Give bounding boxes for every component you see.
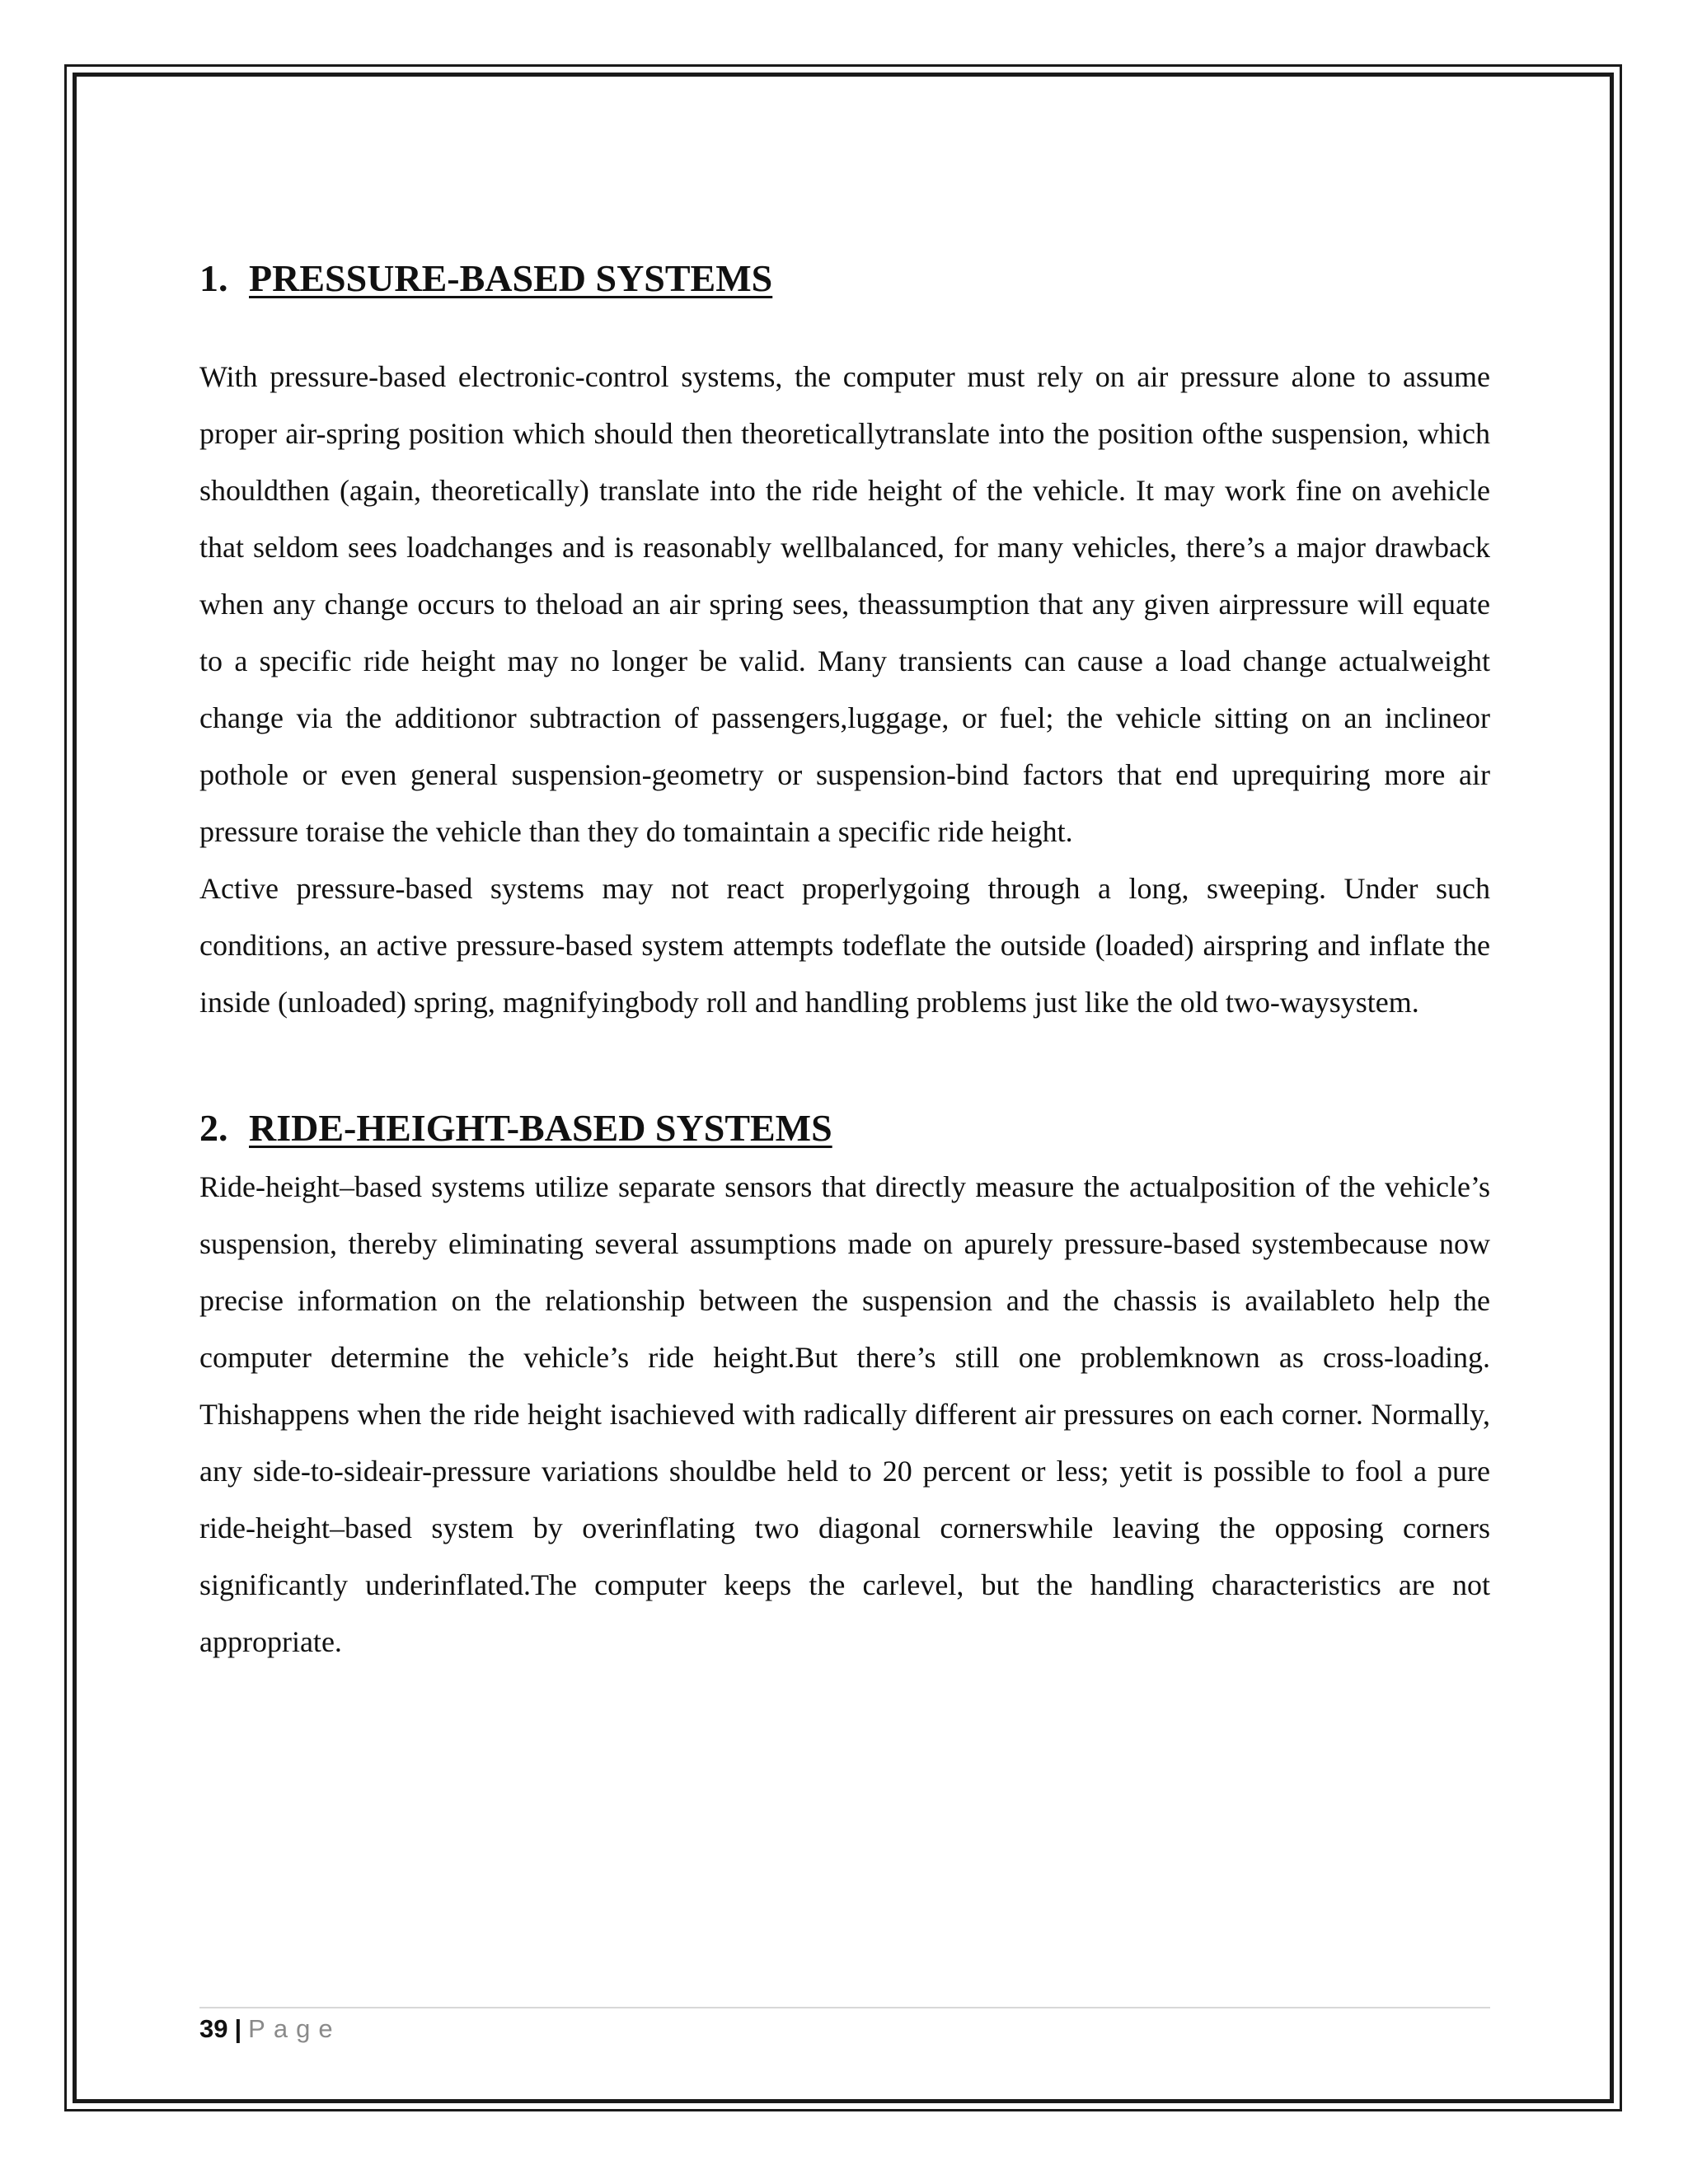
section-heading-pressure-based bbox=[199, 255, 1490, 301]
page-footer bbox=[199, 2013, 341, 2046]
page-number: 39 bbox=[199, 2014, 228, 2043]
section-title: PRESSURE-BASED SYSTEMS bbox=[249, 257, 773, 299]
footer-separator: | bbox=[234, 2014, 242, 2043]
page-label: Page bbox=[248, 2014, 341, 2043]
section-heading-ride-height-based bbox=[199, 1105, 1490, 1151]
paragraph: Active pressure-based systems may not react properlygoing through a long, sweeping. Under such conditions, an active pressure-based system attempts todeflate the outside (loaded) airspring and inflate the inside (unloaded) spring, magnifyingbody roll and handling problems just like the old two-waysystem. bbox=[199, 872, 1490, 1019]
section-title: RIDE-HEIGHT-BASED SYSTEMS bbox=[249, 1107, 832, 1150]
section-number: 2. bbox=[199, 1107, 228, 1150]
paragraph: Ride-height–based systems utilize separate sensors that directly measure the actualposition of the vehicle’s suspension, thereby eliminating several assumptions made on apurely pressure-based systembecause now precise information on the relationship between the suspension and the chassis is availableto help the computer determine the vehicle’s ride height.But there’s still one problemknown as cross-loading. Thishappens when the ride height isachieved with radically different air pressures on each corner. Normally, any side-to-sideair-pressure variations shouldbe held to 20 percent or less; yetit is possible to fool a pure ride-height–based system by overinflating two diagonal cornerswhile leaving the opposing corners significantly underinflated.The computer keeps the carlevel, but the handling characteristics are not appropriate. bbox=[199, 1170, 1490, 1659]
paragraph: With pressure-based electronic-control systems, the computer must rely on air pressure alone to assume proper air-spring position which should then theoreticallytranslate into the position ofthe suspension, which shouldthen (again, theoretically) translate into the ride height of the vehicle. It may work fine on avehicle that seldom sees loadchanges and is reasonably wellbalanced, for many vehicles, there’s a major drawback when any change occurs to theload an air spring sees, theassumption that any given airpressure will equate to a specific ride height may no longer be valid. Many transients can cause a load change actualweight change via the additionor subtraction of passengers,luggage, or fuel; the vehicle sitting on an inclineor pothole or even general suspension-geometry or suspension-bind factors that end uprequiring more air pressure toraise the vehicle than they do tomaintain a specific ride height. bbox=[199, 360, 1490, 849]
document-body bbox=[199, 255, 1490, 1671]
section-number: 1. bbox=[199, 257, 228, 299]
footer-divider bbox=[199, 2007, 1490, 2008]
